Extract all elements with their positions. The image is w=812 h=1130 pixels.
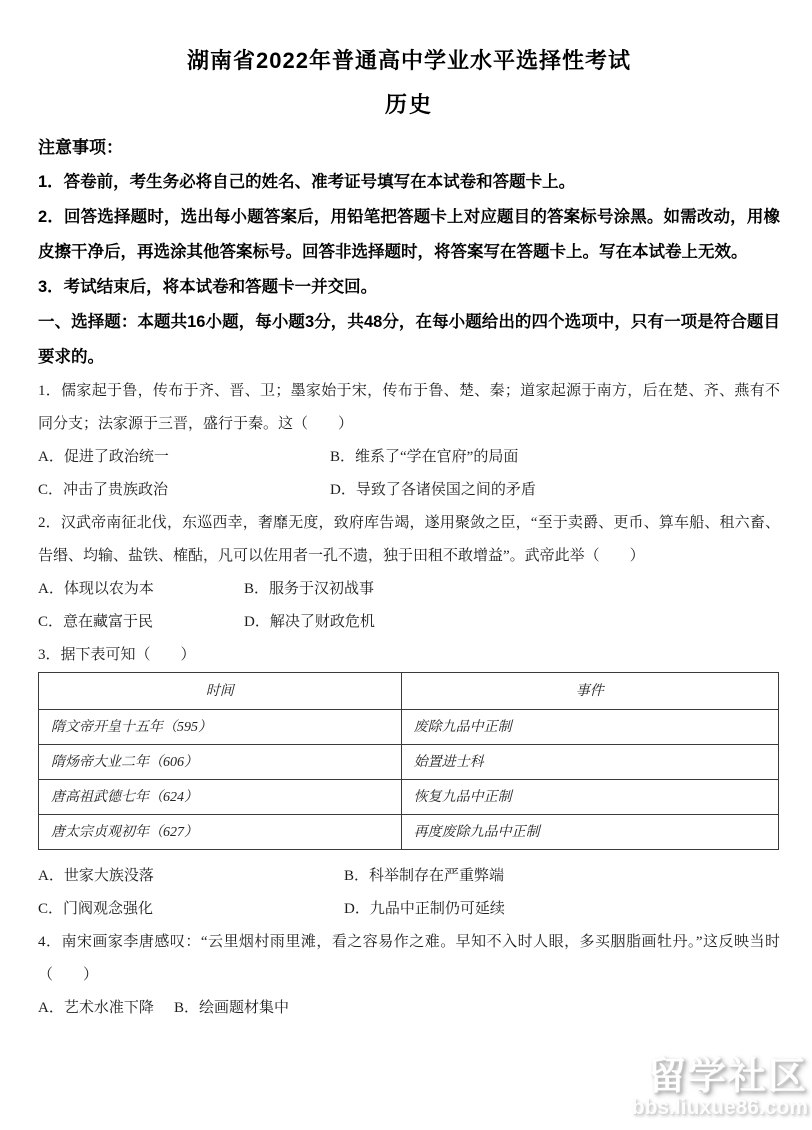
table-cell-event-2: 始置进士科 bbox=[401, 745, 778, 780]
question-3-options-row-1 bbox=[38, 860, 780, 893]
question-4-options-row-1 bbox=[38, 992, 780, 1025]
table-header-time: 时间 bbox=[39, 673, 402, 710]
question-2-stem: 2．汉武帝南征北伐，东巡西幸，奢靡无度，致府库告竭，遂用聚敛之臣，“至于卖爵、更币、算车船、租六畜、告缗、均输、盐铁、榷酤，凡可以佐用者一孔不遗，独于田租不敢增益”。武帝此举（ ） bbox=[38, 515, 780, 564]
table-cell-time-1: 隋文帝开皇十五年（595） bbox=[39, 710, 402, 745]
question-2-options-row-1 bbox=[38, 573, 780, 606]
table-cell-time-3: 唐高祖武德七年（624） bbox=[39, 780, 402, 815]
table-row bbox=[39, 710, 779, 745]
question-3-options-row-2 bbox=[38, 893, 780, 926]
question-3-option-a: A．世家大族没落 bbox=[38, 868, 154, 884]
question-1-option-a: A．促进了政治统一 bbox=[38, 449, 169, 465]
table-header-row bbox=[39, 673, 779, 710]
exam-title: 湖南省2022年普通高中学业水平选择性考试 bbox=[187, 48, 631, 73]
notice-item-1: 1．答卷前，考生务必将自己的姓名、准考证号填写在本试卷和答题卡上。 bbox=[38, 173, 576, 191]
question-3-table bbox=[38, 672, 779, 850]
question-2-options-row-2 bbox=[38, 606, 780, 639]
question-3-option-d: D．九品中正制仍可延续 bbox=[344, 901, 505, 917]
question-1-stem: 1．儒家起于鲁，传布于齐、晋、卫；墨家始于宋，传布于鲁、楚、秦；道家起源于南方，后在楚、齐、燕有不同分支；法家源于三晋，盛行于秦。这（ ） bbox=[38, 383, 780, 432]
question-1-option-d: D．导致了各诸侯国之间的矛盾 bbox=[330, 482, 536, 498]
question-2-option-a: A．体现以农为本 bbox=[38, 581, 154, 597]
table-cell-time-4: 唐太宗贞观初年（627） bbox=[39, 815, 402, 850]
question-4-stem: 4．南宋画家李唐感叹：“云里烟村雨里滩，看之容易作之难。早知不入时人眼，多买胭脂画牡丹。”这反映当时（ ） bbox=[38, 934, 780, 983]
table-cell-event-1: 废除九品中正制 bbox=[401, 710, 778, 745]
question-4-option-b: B．绘画题材集中 bbox=[174, 1000, 290, 1016]
table-row bbox=[39, 780, 779, 815]
notice-item-2: 2．回答选择题时，选出每小题答案后，用铅笔把答题卡上对应题目的答案标号涂黑。如需改动，用橡皮擦干净后，再选涂其他答案标号。回答非选择题时，将答案写在答题卡上。写在本试卷上无效。 bbox=[38, 208, 780, 261]
site-watermark bbox=[632, 1058, 808, 1120]
table-header-event: 事件 bbox=[401, 673, 778, 710]
watermark-logo-text: 留学社区 bbox=[647, 1056, 808, 1098]
table-row bbox=[39, 745, 779, 780]
question-2 bbox=[38, 507, 780, 639]
question-4-option-a: A．艺术水准下降 bbox=[38, 1000, 154, 1016]
question-3-option-c: C．门阀观念强化 bbox=[38, 901, 154, 917]
question-1-options-row-2 bbox=[38, 474, 780, 507]
question-1-options-row-1 bbox=[38, 441, 780, 474]
table-cell-time-2: 隋炀帝大业二年（606） bbox=[39, 745, 402, 780]
table-cell-event-4: 再度废除九品中正制 bbox=[401, 815, 778, 850]
questions-area bbox=[38, 375, 780, 1025]
notice-item-3: 3．考试结束后，将本试卷和答题卡一并交回。 bbox=[38, 278, 378, 296]
notice-section bbox=[38, 130, 780, 305]
question-3-option-b: B．科举制存在严重弊端 bbox=[344, 868, 505, 884]
question-2-option-c: C．意在藏富于民 bbox=[38, 614, 154, 630]
question-1 bbox=[38, 375, 780, 507]
question-3-stem: 3．据下表可知（ ） bbox=[38, 647, 196, 663]
question-2-option-d: D．解决了财政危机 bbox=[244, 614, 375, 630]
question-4 bbox=[38, 926, 780, 1025]
watermark-url-text: bbs.liuxue86.com bbox=[631, 1096, 808, 1119]
question-2-option-b: B．服务于汉初战事 bbox=[244, 581, 375, 597]
question-3 bbox=[38, 639, 780, 926]
table-cell-event-3: 恢复九品中正制 bbox=[401, 780, 778, 815]
table-row bbox=[39, 815, 779, 850]
exam-subject: 历史 bbox=[384, 92, 433, 117]
question-1-option-b: B．维系了“学在官府”的局面 bbox=[330, 449, 519, 465]
notice-heading: 注意事项： bbox=[38, 138, 123, 157]
section-one-intro: 一、选择题：本题共16小题，每小题3分，共48分，在每小题给出的四个选项中，只有一项是符合题目要求的。 bbox=[38, 313, 780, 366]
question-1-option-c: C．冲击了贵族政治 bbox=[38, 482, 169, 498]
